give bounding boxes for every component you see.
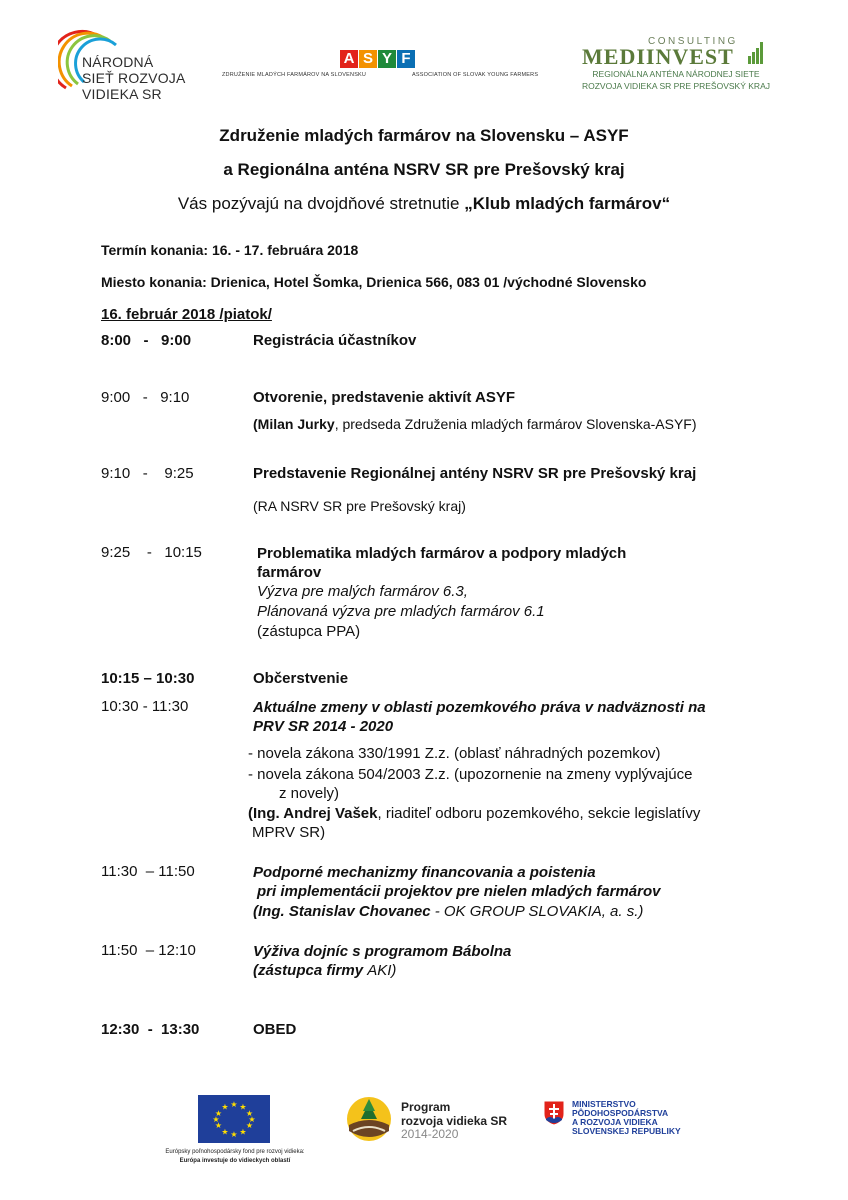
svg-text:★: ★ [230, 1100, 238, 1109]
invite-text: Vás pozývajú na dvojdňové stretnutie [177, 194, 465, 213]
asyf-letter-y: Y [378, 50, 396, 68]
prv-emblem-icon [345, 1095, 393, 1143]
time-s1: 8:00 - 9:00 [101, 332, 192, 349]
speaker-s4: (zástupca PPA) [257, 623, 361, 640]
svg-text:★: ★ [245, 1109, 254, 1118]
medinvest-top: CONSULTING [648, 36, 738, 47]
svg-text:★: ★ [239, 1127, 247, 1137]
prv-years: 2014-2020 [401, 1127, 459, 1141]
time-s5: 10:15 – 10:30 [101, 670, 195, 687]
svg-text:★: ★ [248, 1115, 256, 1124]
title-line-3 [0, 194, 848, 214]
day-heading: 16. február 2018 /piatok/ [101, 306, 272, 323]
title-s1: Registrácia účastníkov [253, 332, 417, 349]
prv-logo [345, 1095, 525, 1145]
asyf-sub-right: ASSOCIATION OF SLOVAK YOUNG FARMERS [412, 72, 539, 78]
speaker-s7 [253, 902, 643, 921]
title-s3: Predstavenie Regionálnej antény NSRV SR pre Prešovský kraj [253, 465, 697, 482]
nsrv-logo [58, 28, 188, 104]
ministry-logo [543, 1098, 703, 1148]
svg-text:★: ★ [230, 1130, 238, 1139]
eu-caption-2: Európa investuje do vidieckych oblastí [179, 1158, 291, 1164]
svg-text:★: ★ [214, 1109, 223, 1118]
time-s8: 11:50 – 12:10 [101, 942, 196, 959]
bullet-s6-1: - novela zákona 330/1991 Z.z. (oblasť náhradných pozemkov) [248, 745, 661, 762]
medinvest-main: MEDIINVEST [582, 44, 734, 69]
time-s2: 9:00 - 9:10 [101, 389, 190, 406]
time-s9: 12:30 - 13:30 [101, 1021, 200, 1038]
title-s7-line-1: Podporné mechanizmy financovania a poistenia [253, 864, 596, 881]
speaker-s6-line-2: MPRV SR) [252, 824, 326, 841]
speaker-s7-name: (Ing. Stanislav Chovanec [253, 903, 431, 920]
svg-text:★: ★ [245, 1121, 254, 1130]
title-line-1: Združenie mladých farmárov na Slovensku – ASYF [219, 126, 629, 145]
asyf-letter-a: A [340, 50, 358, 68]
eu-caption-1: Európsky poľnohospodársky fond pre rozvoj vidieka: [165, 1149, 305, 1155]
time-s4: 9:25 - 10:15 [101, 544, 202, 561]
asyf-letter-f: F [397, 50, 415, 68]
event-date: Termín konania: 16. - 17. februára 2018 [101, 242, 359, 258]
title-s5: Občerstvenie [253, 670, 349, 687]
title-s4-line-1: Problematika mladých farmárov a podpory mladých [257, 545, 627, 562]
medinvest-sub-2: ROZVOJA VIDIEKA SR PRE PREŠOVSKÝ KRAJ [581, 81, 770, 91]
speaker-s6 [248, 804, 700, 823]
event-name: „Klub mladých farmárov“ [464, 194, 671, 213]
speaker-s7-org: - OK GROUP SLOVAKIA, a. s.) [430, 903, 644, 920]
asyf-letter-s: S [359, 50, 377, 68]
bullet-s6-2a: - novela zákona 504/2003 Z.z. (upozornenie na zmeny vyplývajúce [248, 766, 693, 783]
speaker-s6-role: , riaditeľ odboru pozemkového, sekcie legislatívy [377, 805, 701, 822]
time-s7: 11:30 – 11:50 [101, 863, 195, 880]
item-s4-2: Plánovaná výzva pre mladých farmárov 6.1 [257, 603, 545, 620]
slovak-coat-of-arms-icon [543, 1100, 565, 1126]
event-location: Miesto konania: Drienica, Hotel Šomka, Drienica 566, 083 01 /východné Slovensko [101, 274, 647, 290]
ministry-line-3: A ROZVOJA VIDIEKA [572, 1117, 658, 1127]
title-s9: OBED [253, 1021, 297, 1038]
title-s7-line-2: pri implementácii projektov pre nielen mladých farmárov [257, 883, 661, 900]
svg-text:★: ★ [221, 1102, 229, 1112]
nsrv-line-2: SIEŤ ROZVOJA [82, 70, 186, 86]
title-line-2: a Regionálna anténa NSRV SR pre Prešovský kraj [223, 160, 625, 179]
speaker-s8 [253, 961, 396, 980]
title-s6-line-1: Aktuálne zmeny v oblasti pozemkového práva v nadväznosti na [253, 699, 706, 716]
prv-line-2: rozvoja vidieka SR [401, 1114, 508, 1128]
svg-text:★: ★ [239, 1102, 247, 1112]
svg-text:★: ★ [212, 1115, 220, 1124]
title-s2: Otvorenie, predstavenie aktivít ASYF [253, 389, 516, 406]
speaker-s8-label: (zástupca firmy [253, 962, 368, 979]
speaker-s2-name: (Milan Jurky [253, 416, 335, 432]
time-s3: 9:10 - 9:25 [101, 465, 194, 482]
bars-icon [748, 42, 764, 66]
speaker-s6-name: (Ing. Andrej Vašek [248, 805, 378, 822]
speaker-s2 [253, 416, 697, 432]
speaker-s8-company: AKI) [367, 962, 397, 979]
speaker-s2-role: , predseda Združenia mladých farmárov Slovenska-ASYF) [334, 416, 697, 432]
speaker-s3: (RA NSRV SR pre Prešovský kraj) [253, 498, 466, 514]
bullet-s6-2b: z novely) [279, 785, 340, 802]
medinvest-logo [578, 36, 778, 96]
ministry-line-4: SLOVENSKEJ REPUBLIKY [572, 1126, 681, 1136]
item-s4-1: Výzva pre malých farmárov 6.3, [257, 583, 468, 600]
asyf-sub-left: ZDRUŽENIE MLADÝCH FARMÁROV NA SLOVENSKU [222, 72, 367, 78]
eu-logo [140, 1095, 330, 1170]
title-s8: Výživa dojníc s programom Bábolna [253, 943, 512, 960]
title-s4-line-2: farmárov [257, 564, 322, 581]
svg-text:★: ★ [214, 1121, 223, 1130]
title-s6-line-2: PRV SR 2014 - 2020 [253, 718, 394, 735]
eu-flag-icon [198, 1095, 270, 1143]
ministry-line-1: MINISTERSTVO [572, 1099, 636, 1109]
ministry-line-2: PÔDOHOSPODÁRSTVA [572, 1108, 669, 1118]
medinvest-sub-1: REGIONÁLNA ANTÉNA NÁRODNEJ SIETE [592, 69, 760, 79]
prv-line-1: Program [401, 1100, 451, 1114]
nsrv-line-1: NÁRODNÁ [82, 54, 154, 70]
asyf-logo [222, 50, 552, 80]
time-s6: 10:30 - 11:30 [101, 698, 189, 715]
svg-text:★: ★ [221, 1127, 229, 1137]
nsrv-line-3: VIDIEKA SR [82, 86, 162, 102]
